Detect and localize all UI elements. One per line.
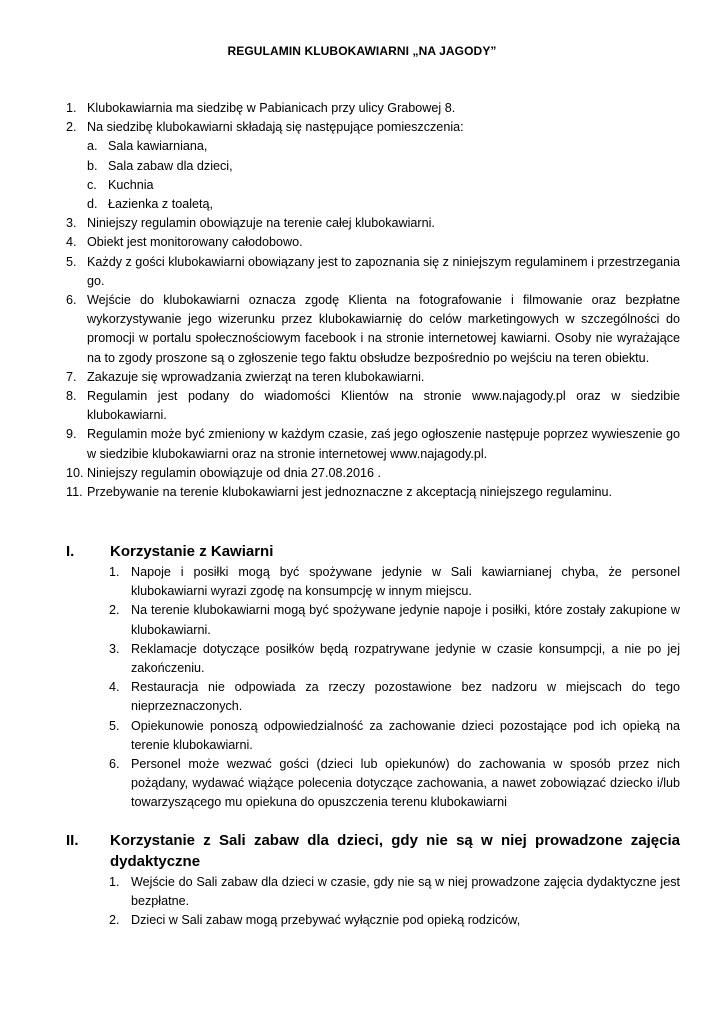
item-number: 9. [66, 427, 77, 442]
item-text: Sala kawiarniana, [108, 139, 208, 154]
section-rules-list [66, 563, 680, 813]
section-title: Korzystanie z Sali zabaw dla dzieci, gdy nie są w niej prowadzone zajęcia dydaktyczne [110, 832, 680, 870]
document-title: REGULAMIN KLUBOKAWIARNI „NA JAGODY” [227, 44, 497, 58]
list-item [109, 640, 680, 678]
item-number: 3. [109, 641, 120, 656]
item-text: Wejście do klubokawiarni oznacza zgodę Klienta na fotografowanie i filmowanie oraz bezpłatne wykorzystywanie jego wizerunku przez klubokawiarnię do celów marketingowych w szczególności do promocji w portalu społecznościowym facebook i na stronie internetowej kawiarni. Osoby nie wyrażające na to zgody proszone są o zgłoszenie tego faktu obsłudze bezpośrednio po wejściu na teren obiektu. [87, 293, 680, 365]
item-text: Zakazuje się wprowadzania zwierząt na teren klubokawiarni. [87, 369, 425, 384]
item-number: 2. [109, 603, 120, 618]
item-letter: d. [87, 197, 98, 212]
list-item [66, 483, 680, 502]
item-letter: b. [87, 158, 98, 173]
list-item [109, 911, 680, 930]
list-item [109, 601, 680, 639]
section-heading [66, 541, 680, 562]
item-text: Łazienka z toaletą, [108, 197, 214, 212]
item-text: Każdy z gości klubokawiarni obowiązany jest to zapoznania się z niniejszym regulaminem i przestrzegania go. [87, 254, 680, 288]
item-number: 11. [66, 485, 83, 500]
item-text: Reklamacje dotyczące posiłków będą rozpatrywane jedynie w czasie konsumpcji, a nie po jej zakończeniu. [131, 641, 680, 676]
room-item [66, 137, 680, 156]
item-text: Napoje i posiłki mogą być spożywane jedynie w Sali kawiarnianej chyba, że personel klubokawiarni wyrazi zgodę na konsumpcję w innym miejscu. [131, 565, 680, 599]
item-number: 4. [66, 235, 77, 250]
list-item [109, 717, 680, 755]
item-text: Dzieci w Sali zabaw mogą przebywać wyłącznie pod opieką rodziców, [131, 913, 521, 928]
room-item [66, 157, 680, 176]
item-number: 7. [66, 369, 77, 384]
item-number: 6. [109, 757, 120, 772]
item-letter: c. [87, 177, 97, 192]
item-text: Sala zabaw dla dzieci, [108, 158, 233, 173]
list-item [66, 214, 680, 233]
section-sala-zabaw [66, 830, 680, 931]
item-number: 5. [66, 254, 77, 269]
item-text: Obiekt jest monitorowany całodobowo. [87, 235, 303, 250]
list-item [66, 253, 680, 291]
item-text: Wejście do Sali zabaw dla dzieci w czasie, gdy nie są w niej prowadzone zajęcia dydaktyczne jest bezpłatne. [131, 875, 680, 909]
item-text: Regulamin może być zmieniony w każdym czasie, zaś jego ogłoszenie następuje poprzez wywieszenie go w siedzibie klubokawiarni oraz na stronie internetowej www.najagody.pl. [87, 427, 680, 461]
item-text: Regulamin jest podany do wiadomości Klientów na stronie www.najagody.pl oraz w siedzibie klubokawiarni. [87, 389, 680, 423]
item-text: Przebywanie na terenie klubokawiarni jest jednoznaczne z akceptacją niniejszego regulaminu. [87, 485, 613, 500]
section-kawiarnia [66, 541, 680, 813]
item-text: Personel może wezwać gości (dzieci lub opiekunów) do zachowania w sposób przez nich pożądany, wydawać wiążące polecenia dotyczące zachowania, a nawet zobowiązać dziecko i/lub towarzyszącego mu opiekuna do opuszczenia terenu klubokawiarni [131, 757, 680, 810]
item-number: 5. [109, 718, 120, 733]
item-text: Restauracja nie odpowiada za rzeczy pozostawione bez nadzoru w miejscach do tego nieprzeznaczonych. [131, 680, 680, 714]
item-text: Klubokawiarnia ma siedzibę w Pabianicach przy ulicy Grabowej 8. [87, 101, 456, 115]
room-item [66, 176, 680, 195]
item-text: Opiekunowie ponoszą odpowiedzialność za zachowanie dzieci pozostające pod ich opieką na terenie klubokawiarni. [131, 718, 680, 752]
item-text: Kuchnia [108, 177, 154, 192]
section-number: II. [66, 832, 79, 849]
item-text: Na siedzibę klubokawiarni składają się następujące pomieszczenia: [87, 120, 464, 135]
item-letter: a. [87, 139, 98, 154]
item-text: Niniejszy regulamin obowiązuje od dnia 27.08.2016 . [87, 465, 382, 480]
list-item [109, 563, 680, 601]
general-rules-list [66, 99, 680, 502]
list-item [66, 425, 680, 463]
list-item [66, 233, 680, 252]
list-item [66, 99, 680, 118]
room-item [66, 195, 680, 214]
section-rules-list [66, 873, 680, 931]
list-item [66, 368, 680, 387]
item-number: 8. [66, 389, 77, 404]
item-text: Na terenie klubokawiarni mogą być spożywane jedynie napoje i posiłki, które zostały zakupione w klubokawiarni. [131, 603, 680, 637]
item-number: 1. [109, 875, 120, 889]
list-item [66, 387, 680, 425]
item-number: 3. [66, 216, 77, 231]
item-number: 6. [66, 293, 77, 308]
item-text: Niniejszy regulamin obowiązuje na terenie całej klubokawiarni. [87, 216, 435, 231]
item-number: 10. [66, 465, 84, 480]
list-item [66, 464, 680, 483]
item-number: 1. [109, 565, 120, 579]
list-item [66, 291, 680, 368]
item-number: 2. [109, 913, 120, 928]
section-title: Korzystanie z Kawiarni [110, 543, 274, 560]
list-item [109, 755, 680, 813]
list-item [66, 118, 680, 137]
section-number: I. [66, 543, 75, 560]
section-heading [66, 830, 680, 872]
item-number: 2. [66, 120, 77, 135]
list-item [109, 678, 680, 716]
item-number: 4. [109, 680, 120, 695]
list-item [109, 873, 680, 911]
item-number: 1. [66, 101, 77, 115]
